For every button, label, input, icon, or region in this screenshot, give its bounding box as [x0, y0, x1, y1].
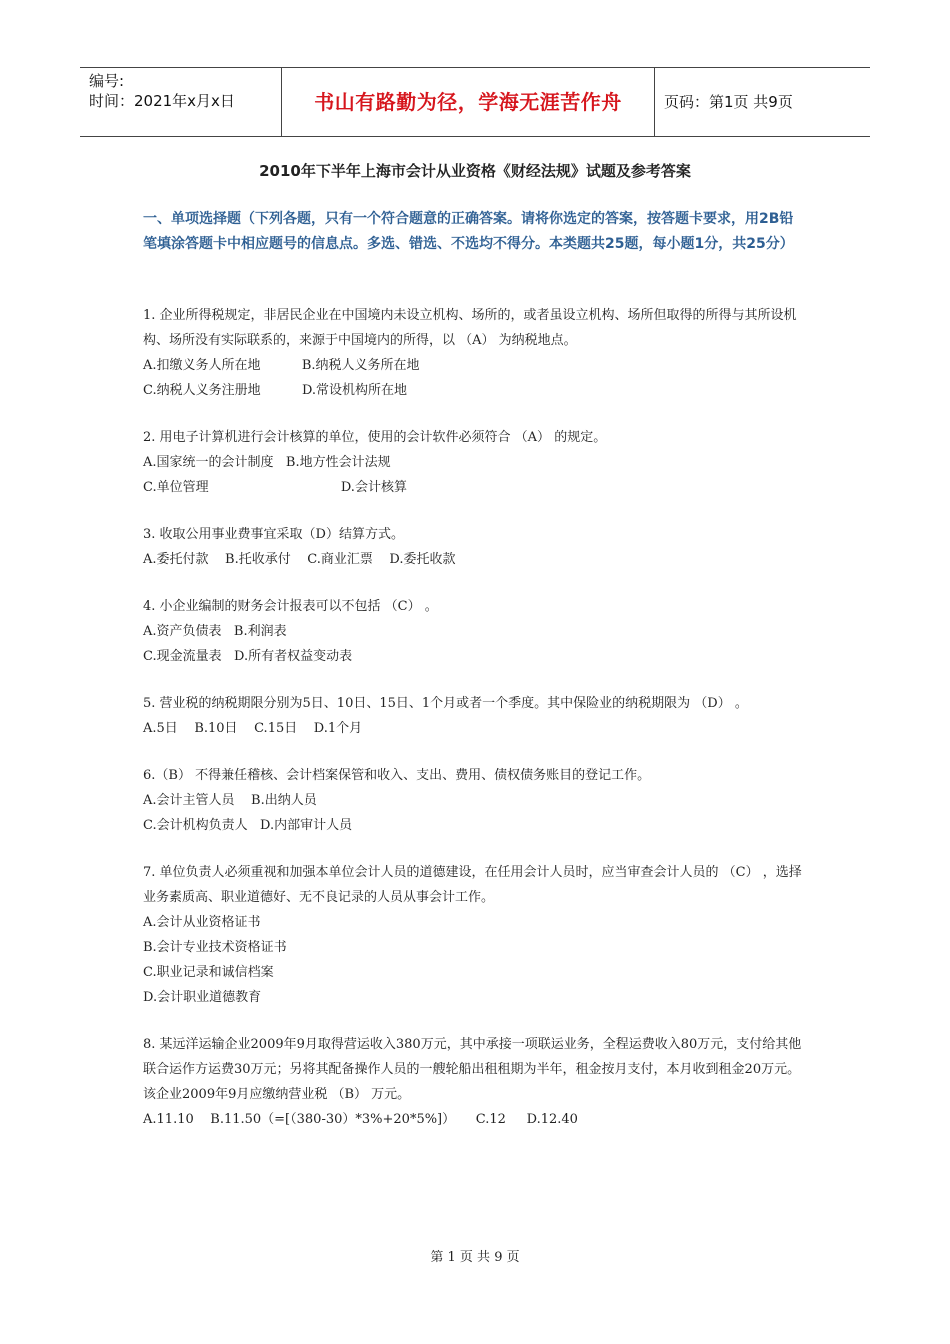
- header-table: [80, 67, 870, 137]
- question-item: [143, 860, 805, 1010]
- question-stem: 1. 企业所得税规定，非居民企业在中国境内未设立机构、场所的，或者虽设立机构、场所但取得的所得与其所设机构、场所没有实际联系的，来源于中国境内的所得，以 （A） 为纳税地点。: [143, 308, 797, 348]
- page-footer: 第 1 页 共 9 页: [430, 1250, 520, 1265]
- question-options: D.会计职业道德教育: [143, 990, 262, 1005]
- question-stem: 5. 营业税的纳税期限分别为5日、10日、15日、1个月或者一个季度。其中保险业的纳税期限为 （D） 。: [143, 696, 748, 711]
- question-options: A.11.10 B.11.50（=[（380-30）*3%+20*5%]） C.12 D.12.40: [143, 1112, 578, 1127]
- question-options: A.国家统一的会计制度 B.地方性会计法规: [143, 455, 391, 470]
- question-stem: 8. 某远洋运输企业2009年9月取得营运收入380万元，其中承接一项联运业务，全程运费收入80万元，支付给其他联合运作方运费30万元；另将其配备操作人员的一艘轮船出租租期为半年，租金按月支付，本月收到租金20万元。该企业2009年9月应缴纳营业税 （B） 万元。: [143, 1037, 802, 1102]
- question-options: C.单位管理 D.会计核算: [143, 480, 407, 495]
- document-date: 时间：2021年x月x日: [89, 92, 235, 110]
- section-intro: 一、单项选择题（下列各题，只有一个符合题意的正确答案。请将你选定的答案，按答题卡要求，用2B铅笔填涂答题卡中相应题号的信息点。多选、错选、不选均不得分。本类题共25题，每小题1分，共25分）: [143, 211, 794, 252]
- question-options: A.会计主管人员 B.出纳人员: [143, 793, 317, 808]
- question-list: [143, 303, 805, 1154]
- question-options: A.5日 B.10日 C.15日 D.1个月: [143, 721, 363, 736]
- question-options: A.委托付款 B.托收承付 C.商业汇票 D.委托收款: [143, 552, 456, 567]
- question-stem: 7. 单位负责人必须重视和加强本单位会计人员的道德建设，在任用会计人员时，应当审查会计人员的 （C） ，选择业务素质高、职业道德好、无不良记录的人员从事会计工作。: [143, 865, 802, 905]
- header-page-info: 页码：第1页 共9页: [664, 93, 793, 111]
- question-options: C.职业记录和诚信档案: [143, 965, 274, 980]
- question-stem: 6.（B） 不得兼任稽核、会计档案保管和收入、支出、费用、债权债务账目的登记工作。: [143, 768, 651, 783]
- question-options: B.会计专业技术资格证书: [143, 940, 287, 955]
- question-options: C.会计机构负责人 D.内部审计人员: [143, 818, 353, 833]
- question-stem: 2. 用电子计算机进行会计核算的单位，使用的会计软件必须符合 （A） 的规定。: [143, 430, 607, 445]
- header-motto: 书山有路勤为径，学海无涯苦作舟: [282, 68, 655, 136]
- question-options: A.资产负债表 B.利润表: [143, 624, 287, 639]
- question-options: C.现金流量表 D.所有者权益变动表: [143, 649, 353, 664]
- header-meta-cell: [80, 68, 282, 136]
- question-options: A.会计从业资格证书: [143, 915, 261, 930]
- question-options: C.纳税人义务注册地 D.常设机构所在地: [143, 383, 408, 398]
- question-item: [143, 1032, 805, 1132]
- question-item: [143, 594, 805, 669]
- question-item: [143, 303, 805, 403]
- question-stem: 4. 小企业编制的财务会计报表可以不包括 （C） 。: [143, 599, 438, 614]
- document-title: 2010年下半年上海市会计从业资格《财经法规》试题及参考答案: [259, 162, 691, 180]
- question-stem: 3. 收取公用事业费事宜采取（D）结算方式。: [143, 527, 404, 542]
- question-item: [143, 691, 805, 741]
- question-item: [143, 522, 805, 572]
- question-item: [143, 425, 805, 500]
- question-options: A.扣缴义务人所在地 B.纳税人义务所在地: [143, 358, 420, 373]
- question-item: [143, 763, 805, 838]
- document-number-label: 编号:: [89, 72, 125, 90]
